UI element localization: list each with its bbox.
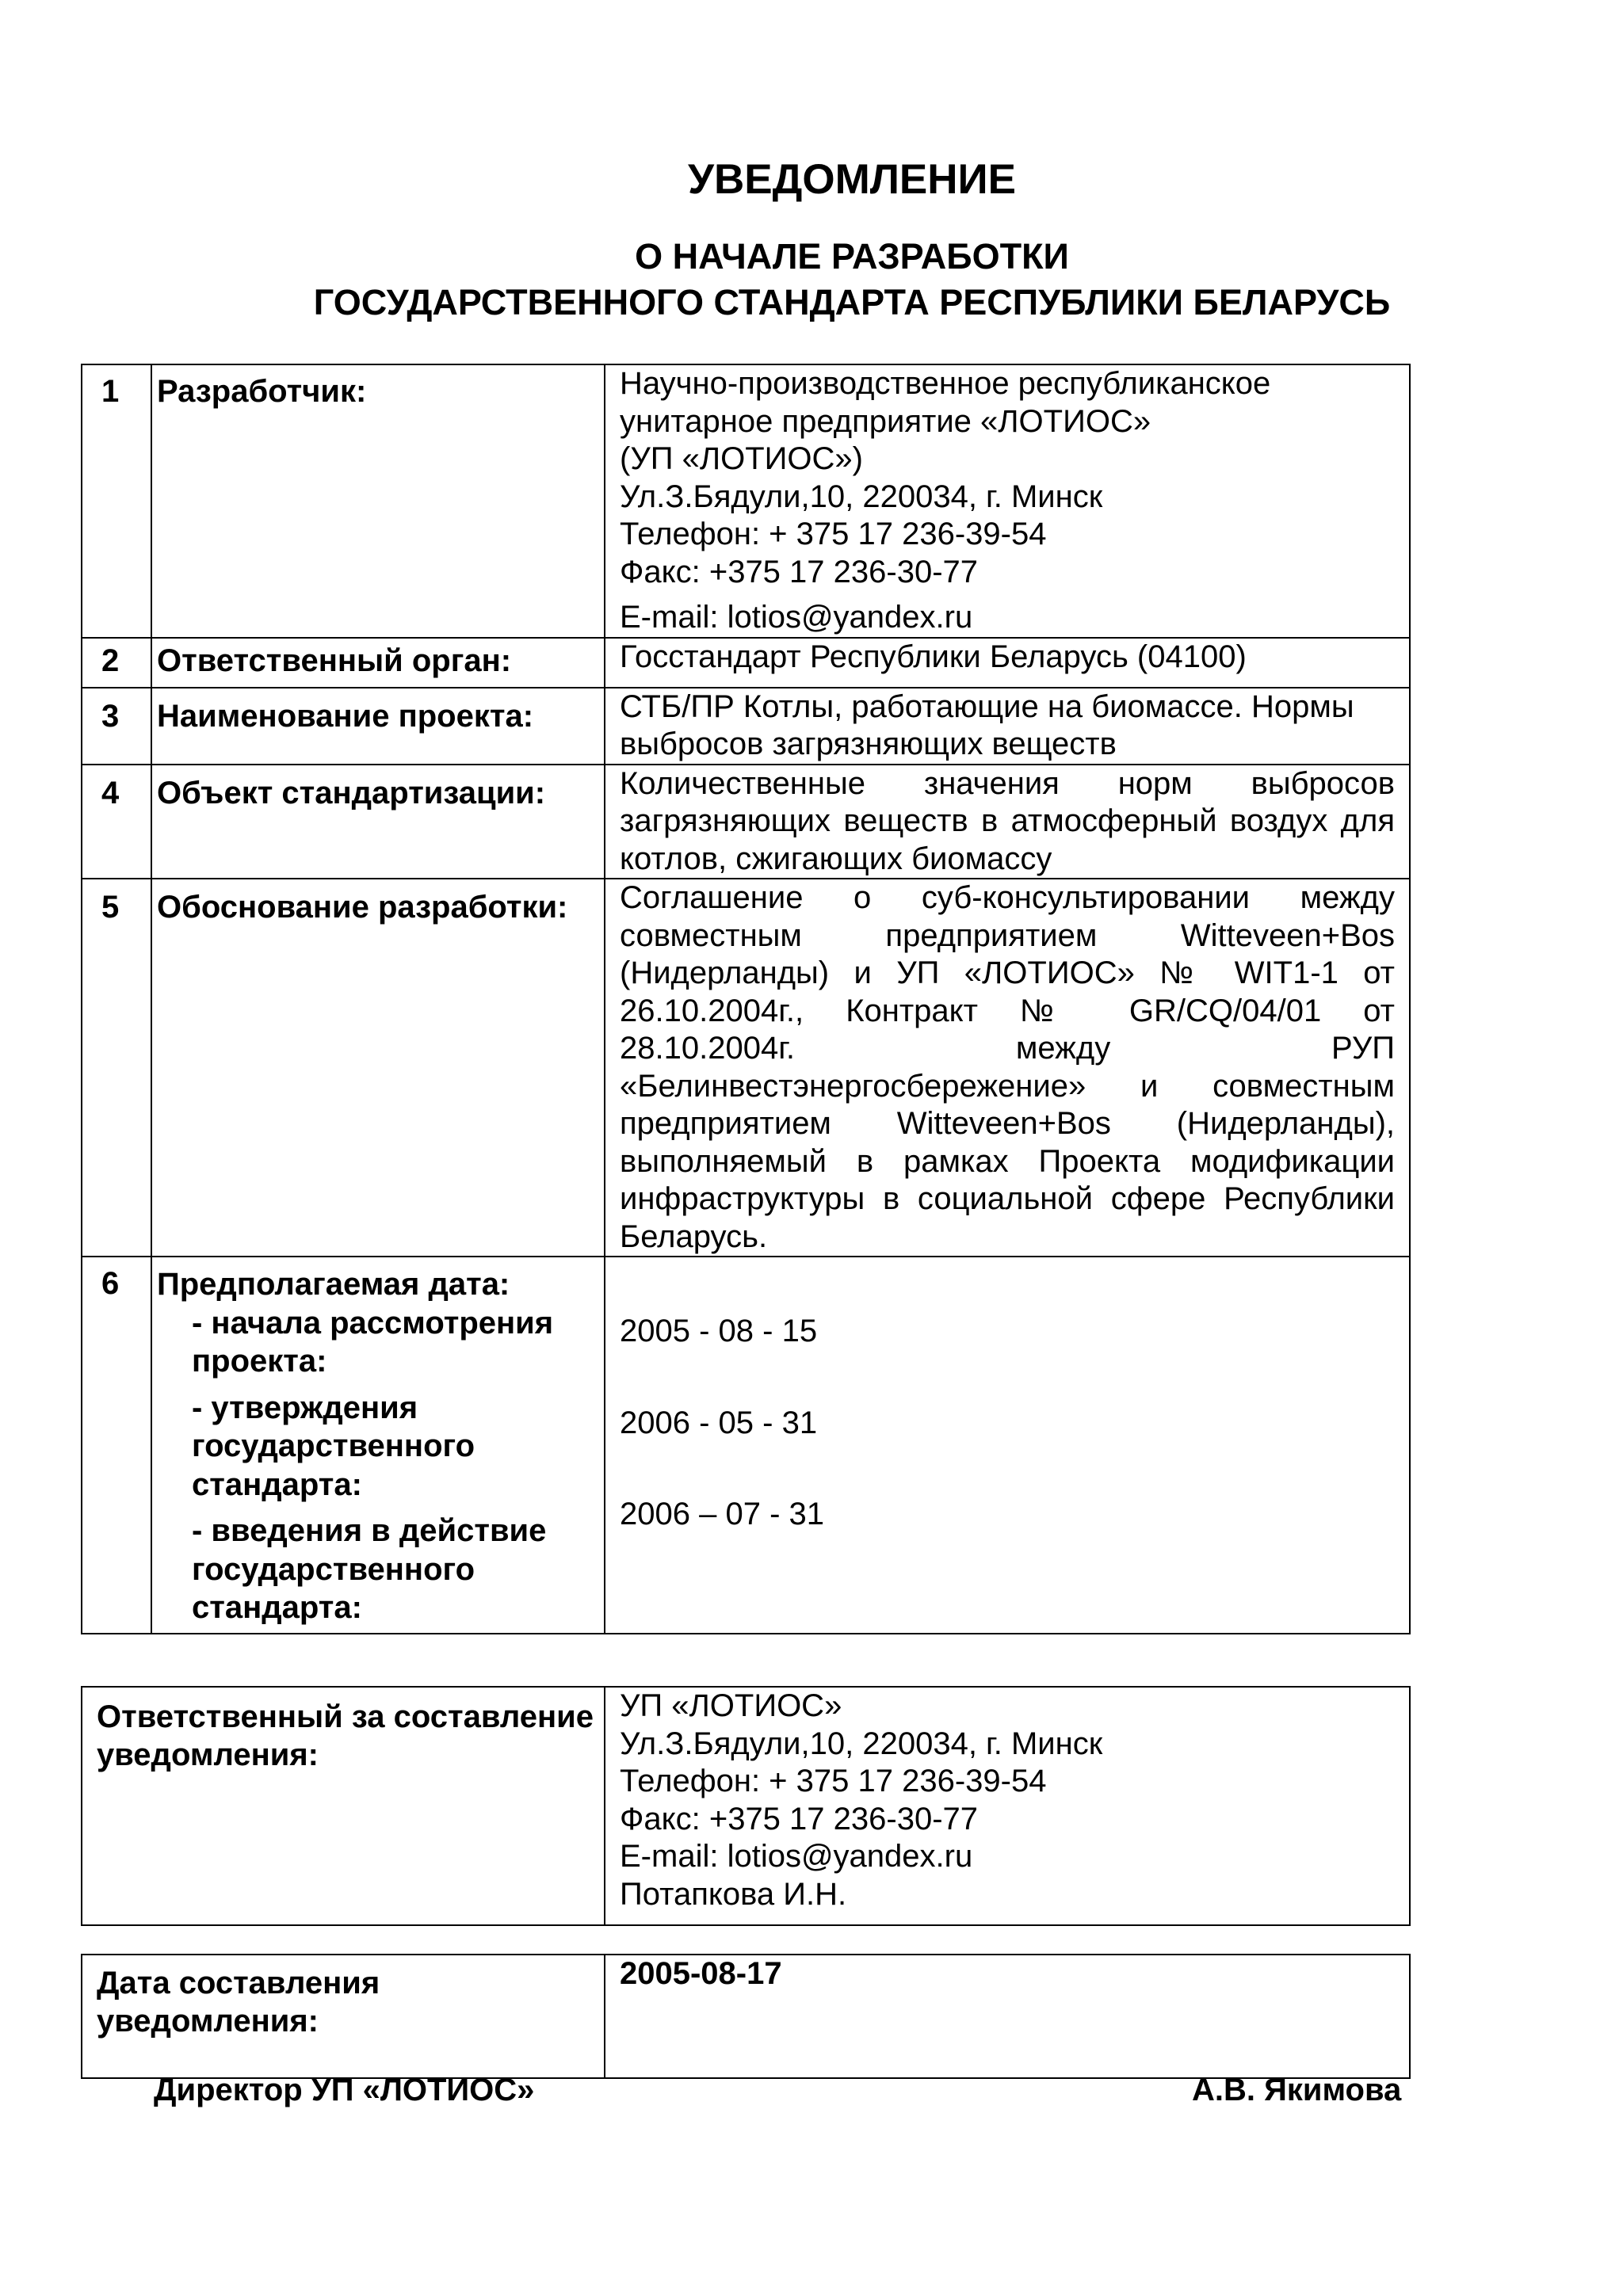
date-value: 2006 – 07 - 31 xyxy=(620,1497,824,1531)
row-number: 6 xyxy=(82,1257,151,1634)
developer-line: Факс: +375 17 236-30-77 xyxy=(620,554,979,589)
row-label: Ответственный орган: xyxy=(151,638,605,688)
responsible-table xyxy=(81,1686,1411,1926)
responsible-line: УП «ЛОТИОС» xyxy=(620,1688,842,1723)
row-label: Разработчик: xyxy=(151,364,605,638)
date-sublabel-text: - введения в действие государственного стандарта: xyxy=(192,1513,547,1625)
row-label: Обоснование разработки: xyxy=(151,879,605,1257)
responsible-line: Факс: +375 17 236-30-77 xyxy=(620,1801,979,1836)
row-label: Объект стандартизации: xyxy=(151,765,605,879)
row-value: СТБ/ПР Котлы, работающие на биомассе. Нормы выбросов загрязняющих веществ xyxy=(605,688,1410,765)
responsible-line: Ул.З.Бядули,10, 220034, г. Минск xyxy=(620,1726,1103,1761)
table-row xyxy=(82,1955,1410,2078)
table-row xyxy=(82,765,1410,879)
date-sublabel-text: - начала рассмотрения проекта: xyxy=(192,1305,554,1379)
table-row xyxy=(82,364,1410,638)
document-title: УВЕДОМЛЕНИЕ xyxy=(688,156,1016,203)
date-sublabel xyxy=(157,1389,604,1505)
row-number: 2 xyxy=(82,638,151,688)
developer-line: Научно-производственное республиканское xyxy=(620,366,1271,401)
developer-line: Ул.З.Бядули,10, 220034, г. Минск xyxy=(620,479,1103,514)
date-compiled-label: Дата составления уведомления: xyxy=(82,1955,605,2078)
date-value: 2006 - 05 - 31 xyxy=(620,1405,818,1440)
table-row xyxy=(82,1687,1410,1925)
subtitle-line: ГОСУДАРСТВЕННОГО СТАНДАРТА РЕСПУБЛИКИ БЕЛАРУСЬ xyxy=(313,282,1391,322)
date-compiled-table xyxy=(81,1954,1411,2079)
developer-line: Телефон: + 375 17 236-39-54 xyxy=(620,517,1047,551)
responsible-line: Потапкова И.Н. xyxy=(620,1876,847,1912)
row-value: Госстандарт Республики Беларусь (04100) xyxy=(605,638,1410,688)
planned-dates xyxy=(605,1257,1410,1634)
row-value: Соглашение о суб-консультировании между совместным предприятием Witteveen+Bos (Нидерланды) и УП «ЛОТИОС» № WIT1-1 от 26.10.2004г., Контракт № GR/CQ/04/01 от 28.10.2004г. между РУП «Белинвестэнергосбережение» и совместным предприятием Witteveen+Bos (Нидерланды), выполняемый в рамках Проекта модификации инфраструктуры в социальной сфере Республики Беларусь. xyxy=(605,879,1410,1257)
responsible-line: E-mail: lotios@yandex.ru xyxy=(620,1839,973,1874)
date-value: 2005 - 08 - 15 xyxy=(620,1314,818,1348)
developer-info xyxy=(605,364,1410,638)
signatory-name: А.В. Якимова xyxy=(1192,2073,1402,2107)
table-row xyxy=(82,638,1410,688)
subtitle-line: О НАЧАЛЕ РАЗРАБОТКИ xyxy=(635,236,1069,277)
developer-email: E-mail: lotios@yandex.ru xyxy=(620,600,973,635)
signatory-position: Директор УП «ЛОТИОС» xyxy=(154,2073,535,2107)
table-row xyxy=(82,688,1410,765)
document-subtitle xyxy=(0,234,1623,326)
developer-line: унитарное предприятие «ЛОТИОС» xyxy=(620,403,1151,439)
row-number: 1 xyxy=(82,364,151,638)
responsible-line: Телефон: + 375 17 236-39-54 xyxy=(620,1764,1047,1798)
date-heading: Предполагаемая дата: xyxy=(157,1267,510,1302)
row-number: 5 xyxy=(82,879,151,1257)
date-compiled-value: 2005-08-17 xyxy=(605,1955,1410,2078)
row-label xyxy=(151,1257,605,1634)
date-sublabel xyxy=(157,1512,604,1627)
notification-table xyxy=(81,364,1411,1634)
row-label: Наименование проекта: xyxy=(151,688,605,765)
row-number: 3 xyxy=(82,688,151,765)
responsible-label: Ответственный за составление уведомления: xyxy=(82,1687,605,1925)
date-sublabel xyxy=(157,1304,604,1381)
row-value: Количественные значения норм выбросов загрязняющих веществ в атмосферный воздух для котлов, сжигающих биомассу xyxy=(605,765,1410,879)
developer-line: (УП «ЛОТИОС») xyxy=(620,441,863,476)
table-row xyxy=(82,879,1410,1257)
row-number: 4 xyxy=(82,765,151,879)
table-row xyxy=(82,1257,1410,1634)
responsible-info xyxy=(605,1687,1410,1925)
date-sublabel-text: - утверждения государственного стандарта: xyxy=(192,1390,475,1502)
